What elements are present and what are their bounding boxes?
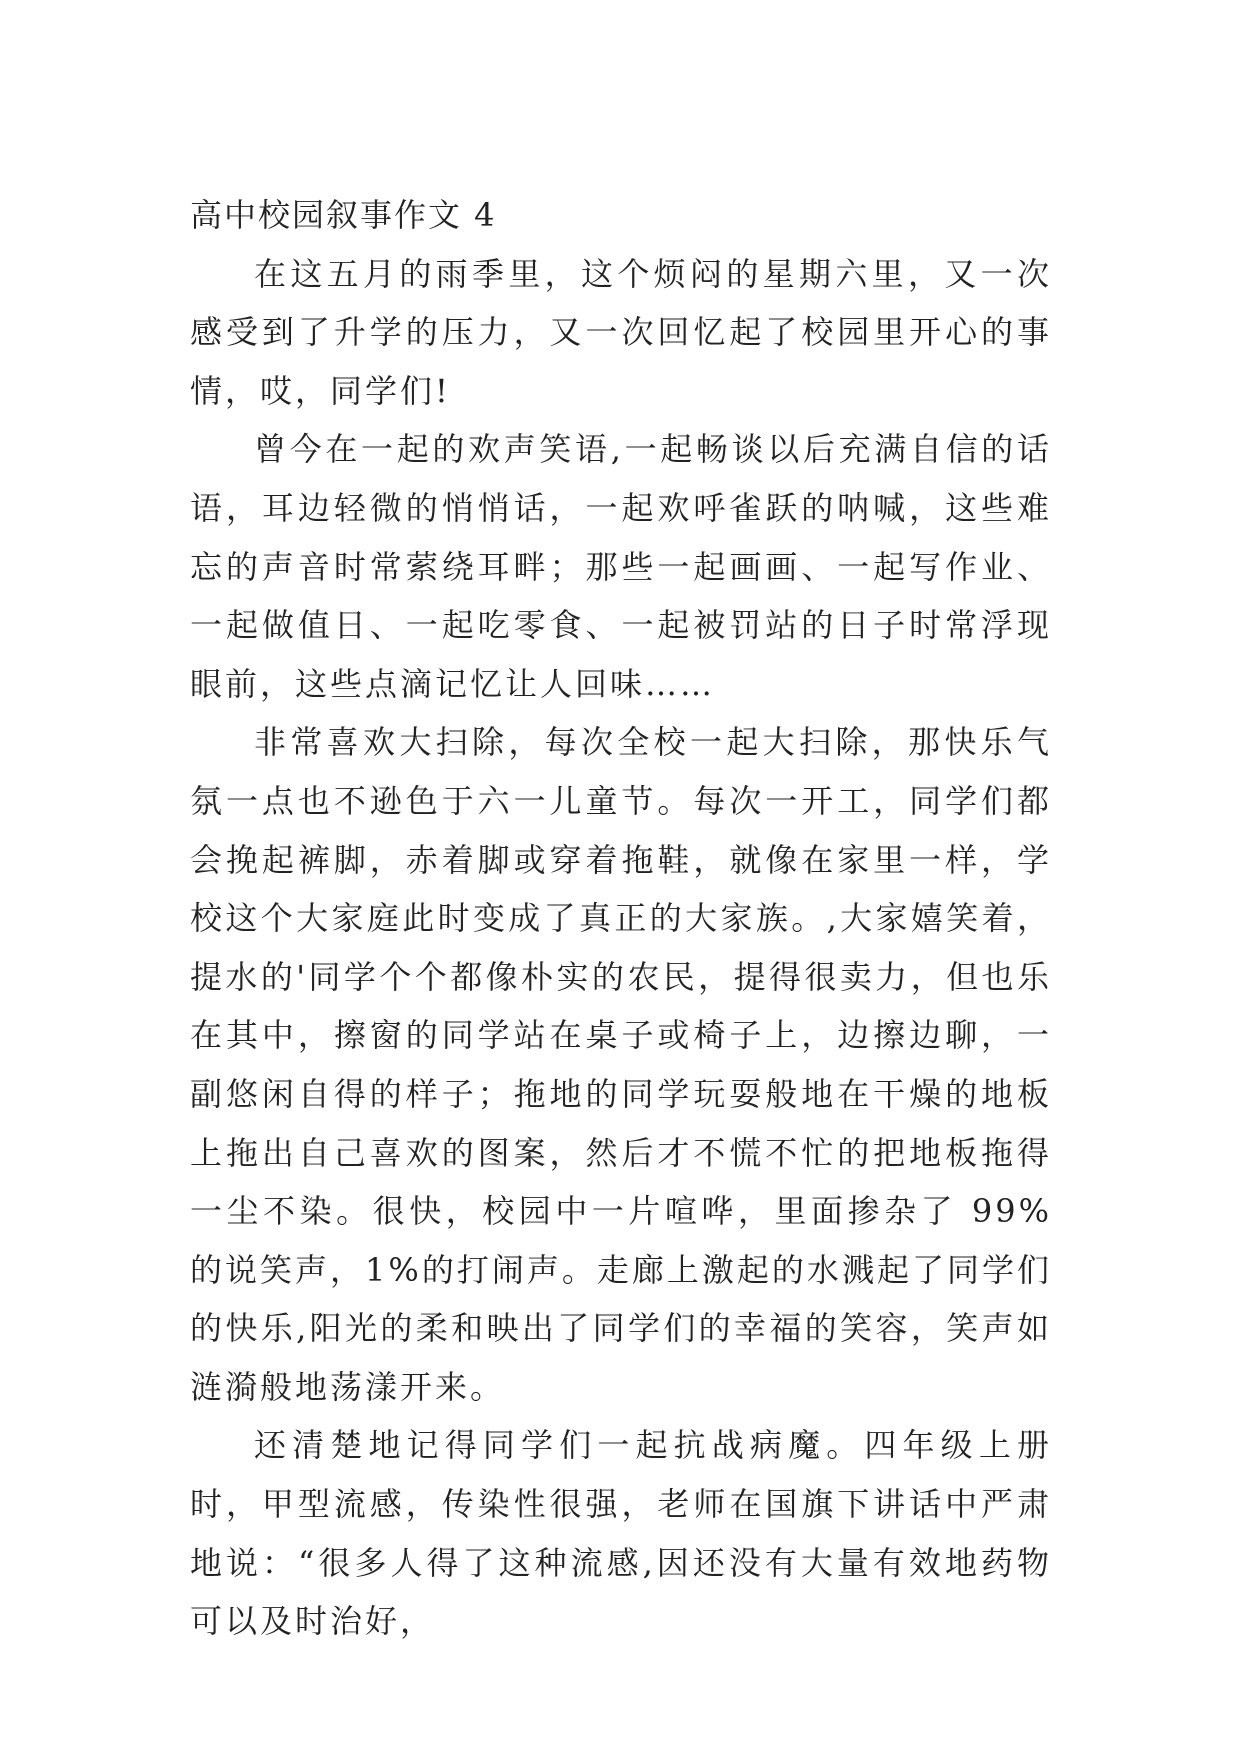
document-body <box>190 186 1052 1651</box>
essay-title: 高中校园叙事作文 4 <box>190 196 497 234</box>
paragraph-3: 非常喜欢大扫除，每次全校一起大扫除，那快乐气氛一点也不逊色于六一儿童节。每次一开工，同学们都会挽起裤脚，赤着脚或穿着拖鞋，就像在家里一样，学校这个大家庭此时变成了真正的大家族。,大家嬉笑着，提水的'同学个个都像朴实的农民，提得很卖力，但也乐在其中，擦窗的同学站在桌子或椅子上，边擦边聊，一副悠闲自得的样子；拖地的同学玩耍般地在干燥的地板上拖出自己喜欢的图案，然后才不慌不忙的把地板拖得一尘不染。很快，校园中一片喧哗，里面掺杂了 99%的说笑声，1%的打闹声。走廊上激起的水溅起了同学们的快乐,阳光的柔和映出了同学们的幸福的笑容，笑声如涟漪般地荡漾开来。 <box>190 723 1052 1406</box>
paragraph-1: 在这五月的雨季里，这个烦闷的星期六里，又一次感受到了升学的压力，又一次回忆起了校园里开心的事情，哎，同学们! <box>190 254 1052 410</box>
paragraph-2: 曾今在一起的欢声笑语,一起畅谈以后充满自信的话语，耳边轻微的悄悄话，一起欢呼雀跃的呐喊，这些难忘的声音时常萦绕耳畔；那些一起画画、一起写作业、一起做值日、一起吃零食、一起被罚站的日子时常浮现眼前，这些点滴记忆让人回味…… <box>190 430 1052 703</box>
paragraph-4: 还清楚地记得同学们一起抗战病魔。四年级上册时，甲型流感，传染性很强，老师在国旗下讲话中严肃地说：“很多人得了这种流感,因还没有大量有效地药物可以及时治好， <box>190 1426 1052 1641</box>
